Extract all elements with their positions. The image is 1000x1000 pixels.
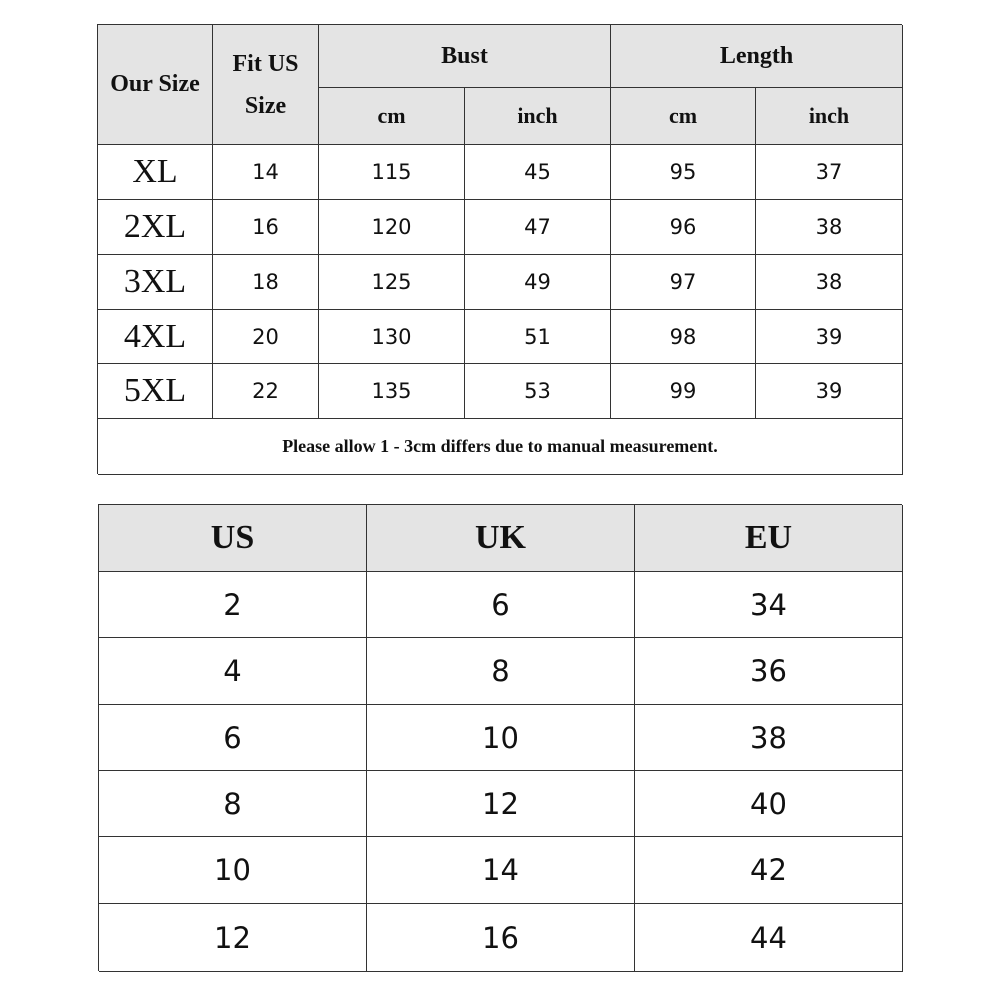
length-inch-cell: 37 <box>756 145 903 200</box>
us-cell: 4 <box>99 638 367 705</box>
fit-us-cell: 14 <box>213 145 319 200</box>
size-cell: 5XL <box>98 364 213 419</box>
header-eu: EU <box>635 505 903 572</box>
header-length-cm: cm <box>611 88 756 145</box>
header-fit-us-line1: Fit US <box>232 50 299 77</box>
fit-us-cell: 22 <box>213 364 319 419</box>
header-uk: UK <box>367 505 635 572</box>
fit-us-cell: 16 <box>213 200 319 255</box>
length-inch-cell: 39 <box>756 364 903 419</box>
uk-cell: 6 <box>367 572 635 638</box>
size-cell: 3XL <box>98 255 213 310</box>
length-inch-cell: 39 <box>756 310 903 364</box>
eu-cell: 40 <box>635 771 903 837</box>
uk-cell: 8 <box>367 638 635 705</box>
size-cell: 4XL <box>98 310 213 364</box>
bust-inch-cell: 47 <box>465 200 611 255</box>
bust-cm-cell: 130 <box>319 310 465 364</box>
header-bust-inch: inch <box>465 88 611 145</box>
us-cell: 10 <box>99 837 367 904</box>
bust-inch-cell: 45 <box>465 145 611 200</box>
length-cm-cell: 97 <box>611 255 756 310</box>
length-cm-cell: 96 <box>611 200 756 255</box>
bust-inch-cell: 51 <box>465 310 611 364</box>
bust-cm-cell: 120 <box>319 200 465 255</box>
eu-cell: 36 <box>635 638 903 705</box>
bust-inch-cell: 53 <box>465 364 611 419</box>
length-cm-cell: 99 <box>611 364 756 419</box>
us-cell: 8 <box>99 771 367 837</box>
length-cm-cell: 95 <box>611 145 756 200</box>
header-bust-cm: cm <box>319 88 465 145</box>
bust-cm-cell: 135 <box>319 364 465 419</box>
header-bust: Bust <box>319 25 611 88</box>
bust-inch-cell: 49 <box>465 255 611 310</box>
bust-cm-cell: 125 <box>319 255 465 310</box>
header-fit-us-line2: Size <box>244 92 287 119</box>
fit-us-cell: 20 <box>213 310 319 364</box>
us-cell: 12 <box>99 904 367 972</box>
length-cm-cell: 98 <box>611 310 756 364</box>
size-cell: XL <box>98 145 213 200</box>
uk-cell: 12 <box>367 771 635 837</box>
us-cell: 2 <box>99 572 367 638</box>
uk-cell: 14 <box>367 837 635 904</box>
size-cell: 2XL <box>98 200 213 255</box>
eu-cell: 38 <box>635 705 903 771</box>
size-conversion-table <box>98 504 902 971</box>
header-us: US <box>99 505 367 572</box>
eu-cell: 44 <box>635 904 903 972</box>
header-fit-us-size <box>213 25 319 145</box>
header-length: Length <box>611 25 903 88</box>
uk-cell: 16 <box>367 904 635 972</box>
length-inch-cell: 38 <box>756 200 903 255</box>
eu-cell: 42 <box>635 837 903 904</box>
eu-cell: 34 <box>635 572 903 638</box>
us-cell: 6 <box>99 705 367 771</box>
length-inch-cell: 38 <box>756 255 903 310</box>
header-our-size: Our Size <box>98 25 213 145</box>
fit-us-cell: 18 <box>213 255 319 310</box>
size-chart-table <box>97 24 902 474</box>
header-length-inch: inch <box>756 88 903 145</box>
bust-cm-cell: 115 <box>319 145 465 200</box>
measurement-note: Please allow 1 - 3cm differs due to manual measurement. <box>98 419 903 475</box>
uk-cell: 10 <box>367 705 635 771</box>
